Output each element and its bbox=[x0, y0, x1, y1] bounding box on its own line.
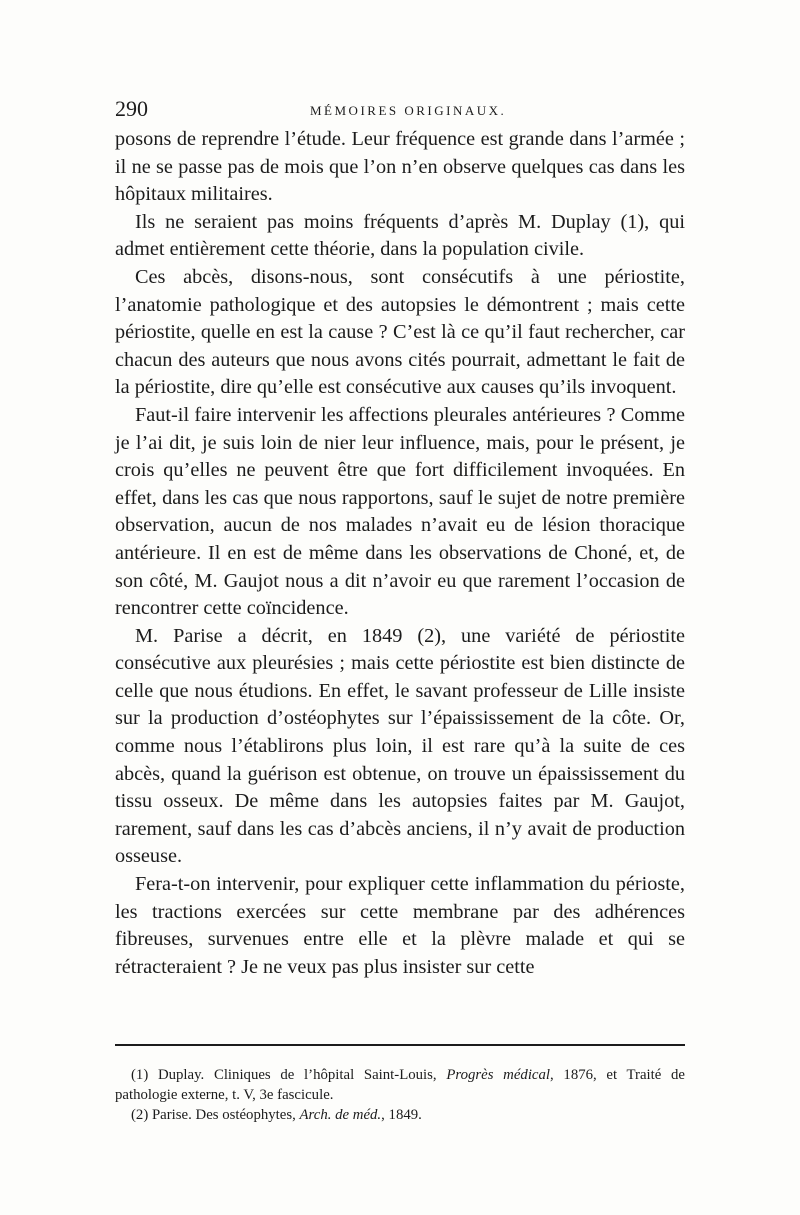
paragraph-5: M. Parise a décrit, en 1849 (2), une variété de périostite consécutive aux pleurésies ; mais cette périostite est bien distincte de celle que nous étudions. En effet, le savant professeur de Lille insiste sur la production d’ostéophytes sur l’épaississement de la côte. Or, comme nous l’établirons plus loin, il est rare qu’à la suite de ces abcès, quand la guérison est obtenue, on trouve un épaississement du tissu osseux. De même dans les autopsies faites par M. Gaujot, rarement, sauf dans les cas d’abcès anciens, il n’y avait de production osseuse. bbox=[115, 624, 685, 868]
page-number: 290 bbox=[115, 96, 148, 121]
footnote-1-journal: Progrès médical bbox=[446, 1067, 551, 1083]
body-text bbox=[115, 126, 685, 981]
footnotes bbox=[115, 1065, 685, 1125]
footnote-2-journal: Arch. de méd. bbox=[299, 1107, 382, 1123]
footnote-2-rest: , 1849. bbox=[381, 1107, 422, 1123]
paragraph-1: posons de reprendre l’étude. Leur fréquence est grande dans l’armée ; il ne se passe pas de mois que l’on n’en observe quelques cas dans les hôpitaux militaires. bbox=[115, 128, 685, 206]
footnote-1-text: (1) Duplay. Cliniques de l’hôpital Saint-Louis, bbox=[131, 1067, 447, 1083]
footnote-1 bbox=[115, 1065, 685, 1105]
paragraph-2: Ils ne seraient pas moins fréquents d’après M. Duplay (1), qui admet entièrement cette théorie, dans la population civile. bbox=[115, 210, 685, 261]
running-head: MÉMOIRES ORIGINAUX. bbox=[310, 103, 507, 118]
paragraph-3: Ces abcès, disons-nous, sont consécutifs à une périostite, l’anatomie pathologique et des autopsies le démontrent ; mais cette périostite, quelle en est la cause ? C’est là ce qu’il faut rechercher, car chacun des auteurs que nous avons cités pourrait, admettant le fait de la périostite, dire qu’elle est consécutive aux causes qu’ils invoquent. bbox=[115, 265, 685, 399]
paragraph-6: Fera-t-on intervenir, pour expliquer cette inflammation du périoste, les tractions exercées sur cette membrane par des adhérences fibreuses, survenues entre elle et la plèvre malade et qui se rétracteraient ? Je ne veux pas plus insister sur cette bbox=[115, 873, 685, 978]
paragraph-4: Faut-il faire intervenir les affections pleurales antérieures ? Comme je l’ai dit, je suis loin de nier leur influence, mais, pour le présent, je crois qu’elles ne peuvent être que fort difficilement invoquées. En effet, dans les cas que nous rapportons, sauf le sujet de notre première observation, aucun de nos malades n’avait eu de lésion thoracique antérieure. Il en est de même dans les observations de Choné, et, de son côté, M. Gaujot nous a dit n’avoir eu que rarement l’occasion de rencontrer cette coïncidence. bbox=[115, 403, 685, 620]
footnote-2-text: (2) Parise. Des ostéophytes, bbox=[131, 1107, 300, 1123]
footnote-1-rest: , 1876, et Traité de pathologie externe, t. V, 3e fascicule. bbox=[115, 1067, 685, 1103]
page-header bbox=[115, 96, 685, 126]
footnote-rule bbox=[115, 1044, 685, 1046]
footnote-2 bbox=[115, 1105, 685, 1125]
